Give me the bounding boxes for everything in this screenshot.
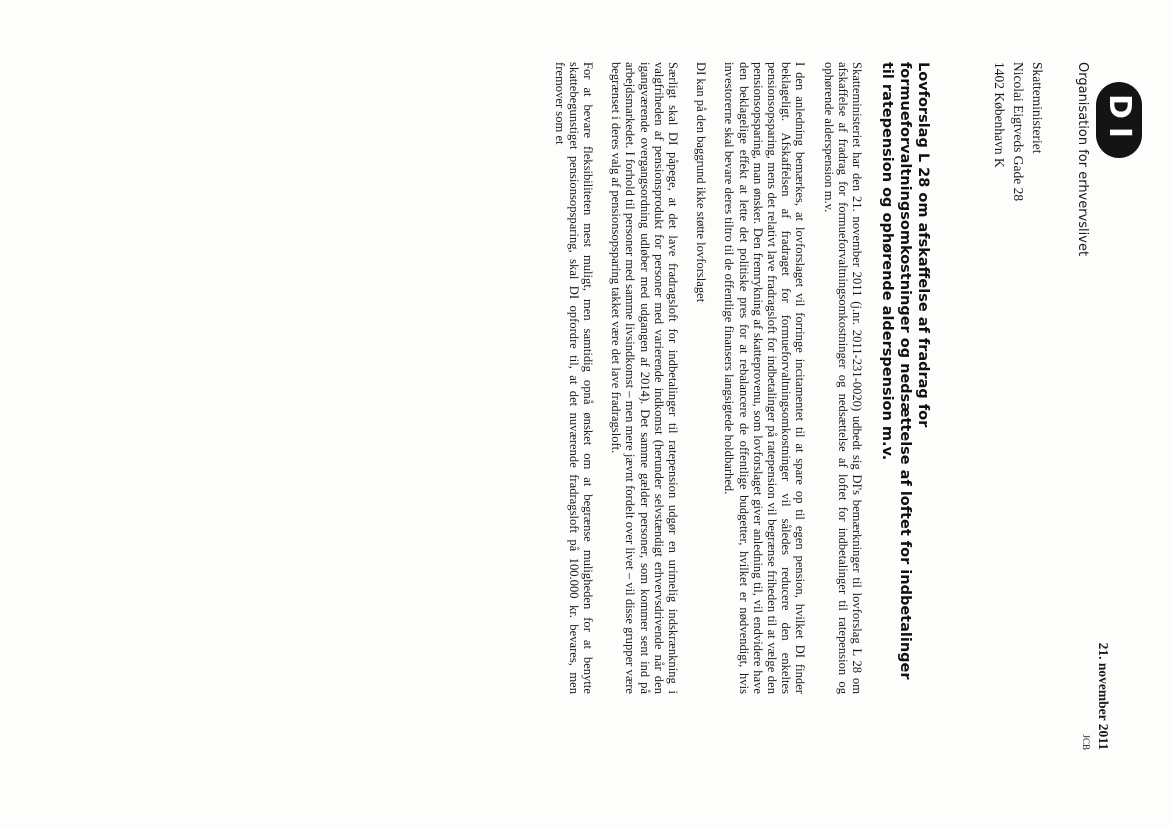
di-logo: DI <box>1096 82 1142 158</box>
letter-title: Lovforslag L 28 om afskaffelse af fradrag for formueforvaltningsomkostninger og nedsættelse af loftet for indbetalinger til ratepension og ophørende alderspension m.v. <box>879 62 931 680</box>
recipient-city: 1402 København K <box>992 62 1007 168</box>
letter-body <box>538 62 932 694</box>
recipient-address <box>990 62 1047 392</box>
paragraph-position: DI kan på den baggrund ikke støtte lovforslaget <box>694 62 709 303</box>
paragraph-flexibility: For at bevare fleksibiliteten mest muligt, men samtidig opnå ønsket om at begrænse muligheden for at benytte skattebegunstiget pensionsopsparing, skal DI opfordre til, at det nuværende fradragsloft på 100.000 kr. bevares, men fremover som et <box>552 62 595 694</box>
letter-date: 21. november 2011 <box>1096 642 1111 750</box>
recipient-street: Nicolai Eigtveds Gade 28 <box>1011 62 1026 202</box>
organization-tagline: Organisation for erhvervslivet <box>1075 62 1090 257</box>
letter-reference: JCB <box>1081 734 1091 750</box>
paragraph-remarks: I den anledning bemærkes, at lovforslaget vil forringe incitamentet til at spare op til egen pension, hvilket DI finder beklageligt. Afskaffelsen af fradraget for formueforvaltningsomkostninger vil således reducere den enkeltes pensionsopsparing, mens det relativt lave fradragsloft for indbetalinger på ratepension vil begrænse friheden til at vælge den pensionsopsparing, man ønsker. Den fremrykning af skatteprovenu, som lovforslaget giver anledning til, vil endvidere have den beklagelige effekt at lette det politiske pres for at rebalancere de offentlige budgetter, hvilket er nødvendigt, hvis investorerne skal bevare deres tiltro til de offentlige finansers langsigtede holdbarhed. <box>722 62 808 694</box>
paragraph-deduction-limit: Særligt skal DI påpege, at det lave fradragsloft for indbetalinger til ratepension udgør en urimelig indskrænkning i valgfriheden af pensionsprodukt for personer med varierende indkomst (herunder selvstændigt erhvervsdrivende når den igangværende overgangsordning udløber med udgangen af 2014). Det samme gælder personer, som kommer sent ind på arbejdsmarkedet. I forhold til personer med samme livsindkomst – men mere jævnt fordelt over livet – vil disse grupper være begrænset i deres valg af pensionsopsparing takket være det lave fradragsloft. <box>609 62 680 694</box>
paragraph-intro: Skatteministeriet har den 21. november 2011 (j.nr. 2011-231-0020) udbedt sig DI's bemærkninger til lovforslag L 28 om afskaffelse af fradrag for formueforvaltningsomkostninger og nedsættelse af loftet for indbetalinger til ratepension og ophørende alderspension m.v. <box>821 62 864 694</box>
recipient-name: Skatteministeriet <box>1030 62 1045 154</box>
